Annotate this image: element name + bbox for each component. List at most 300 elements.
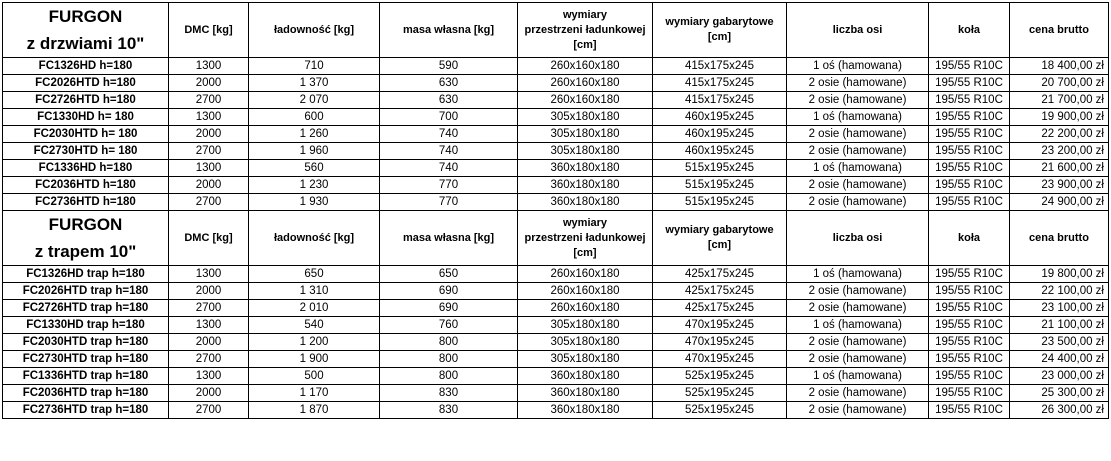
kola-cell (929, 194, 1010, 211)
osie-cell (787, 368, 929, 385)
masa-cell (380, 109, 518, 126)
dmc-cell (169, 143, 249, 160)
masa-cell-text: 740 (438, 144, 459, 157)
kola-cell-text: 195/55 R10C (935, 403, 1003, 416)
ladownosc-cell (249, 143, 380, 160)
table-row (3, 92, 1109, 109)
cena-cell-text: 22 100,00 zł (1041, 284, 1104, 297)
gabaryt-cell (653, 126, 787, 143)
masa-cell (380, 402, 518, 419)
dmc-cell (169, 368, 249, 385)
model-cell (3, 402, 169, 419)
kola-cell-text: 195/55 R10C (935, 284, 1003, 297)
osie-cell (787, 194, 929, 211)
cena-cell-text: 19 900,00 zł (1041, 110, 1104, 123)
header-ladownosc (249, 211, 380, 266)
cena-cell (1010, 194, 1109, 211)
kola-cell-text: 195/55 R10C (935, 195, 1003, 208)
gabaryt-cell-text: 515x195x245 (684, 195, 755, 208)
osie-cell (787, 58, 929, 75)
dmc-cell-text: 2000 (195, 178, 222, 191)
osie-cell-text: 2 osie (hamowane) (808, 335, 907, 348)
dmc-cell-text: 1300 (195, 59, 222, 72)
ladownosc-cell-text: 1 200 (299, 335, 329, 348)
gabaryt-cell-text: 415x175x245 (684, 59, 755, 72)
table-row (3, 317, 1109, 334)
model-cell-text: FC2036HTD trap h=180 (22, 386, 149, 399)
dmc-cell-text: 1300 (195, 110, 222, 123)
header-ladownosc-text: ładowność [kg] (273, 23, 355, 36)
ladownosc-cell (249, 351, 380, 368)
wymiary-cell-text: 360x180x180 (550, 178, 620, 191)
cena-cell (1010, 266, 1109, 283)
gabaryt-cell-text: 525x195x245 (684, 386, 755, 399)
dmc-cell-text: 1300 (195, 161, 222, 174)
table-row (3, 160, 1109, 177)
kola-cell (929, 334, 1010, 351)
wymiary-cell-text: 360x180x180 (550, 195, 620, 208)
cena-cell (1010, 300, 1109, 317)
dmc-cell (169, 75, 249, 92)
kola-cell-text: 195/55 R10C (935, 178, 1003, 191)
cena-cell (1010, 283, 1109, 300)
cena-cell (1010, 160, 1109, 177)
model-cell (3, 177, 169, 194)
model-cell (3, 194, 169, 211)
kola-cell (929, 385, 1010, 402)
gabaryt-cell (653, 402, 787, 419)
osie-cell-text: 2 osie (hamowane) (808, 352, 907, 365)
cena-cell (1010, 402, 1109, 419)
section-title (3, 211, 169, 266)
model-cell-text: FC2026HTD trap h=180 (22, 284, 149, 297)
wymiary-cell (518, 368, 653, 385)
header-osie (787, 3, 929, 58)
model-cell (3, 351, 169, 368)
header-masa (380, 211, 518, 266)
cena-cell-text: 23 500,00 zł (1041, 335, 1104, 348)
ladownosc-cell-text: 1 370 (299, 76, 329, 89)
wymiary-cell (518, 177, 653, 194)
gabaryt-cell-text: 460x195x245 (684, 127, 755, 140)
ladownosc-cell-text: 1 930 (299, 195, 329, 208)
section-header-row (3, 211, 1109, 266)
header-wymiary-text: [cm] (573, 246, 597, 259)
model-cell (3, 283, 169, 300)
cena-cell-text: 24 400,00 zł (1041, 352, 1104, 365)
ladownosc-cell-text: 2 070 (299, 93, 329, 106)
wymiary-cell (518, 75, 653, 92)
header-wymiary-text: przestrzeni ładunkowej (524, 23, 646, 36)
masa-cell (380, 75, 518, 92)
cena-cell (1010, 385, 1109, 402)
osie-cell (787, 126, 929, 143)
wymiary-cell-text: 305x180x180 (550, 127, 620, 140)
table-row (3, 334, 1109, 351)
header-cena-text: cena brutto (1029, 231, 1089, 244)
dmc-cell (169, 385, 249, 402)
table-row (3, 402, 1109, 419)
osie-cell (787, 334, 929, 351)
masa-cell-text: 760 (438, 318, 459, 331)
cena-cell-text: 26 300,00 zł (1041, 403, 1104, 416)
section-header-row (3, 3, 1109, 58)
table-row (3, 194, 1109, 211)
kola-cell-text: 195/55 R10C (935, 110, 1003, 123)
model-cell (3, 160, 169, 177)
gabaryt-cell-text: 460x195x245 (684, 144, 755, 157)
dmc-cell (169, 334, 249, 351)
gabaryt-cell (653, 385, 787, 402)
kola-cell-text: 195/55 R10C (935, 161, 1003, 174)
model-cell-text: FC2730HTD trap h=180 (22, 352, 149, 365)
osie-cell-text: 2 osie (hamowane) (808, 178, 907, 191)
model-cell-text: FC2736HTD h=180 (35, 195, 136, 208)
cena-cell-text: 23 100,00 zł (1041, 301, 1104, 314)
model-cell-text: FC2730HTD h= 180 (33, 144, 138, 157)
dmc-cell-text: 2700 (195, 144, 222, 157)
ladownosc-cell (249, 402, 380, 419)
wymiary-cell (518, 402, 653, 419)
table-row (3, 58, 1109, 75)
kola-cell (929, 75, 1010, 92)
kola-cell (929, 92, 1010, 109)
dmc-cell (169, 160, 249, 177)
gabaryt-cell (653, 351, 787, 368)
header-gabaryt-text: [cm] (707, 239, 732, 251)
kola-cell (929, 126, 1010, 143)
dmc-cell-text: 2000 (195, 76, 222, 89)
cena-cell (1010, 58, 1109, 75)
osie-cell (787, 75, 929, 92)
model-cell-text: FC2736HTD trap h=180 (22, 403, 149, 416)
section-title-text: z drzwiami 10" (26, 34, 145, 53)
masa-cell (380, 177, 518, 194)
kola-cell-text: 195/55 R10C (935, 59, 1003, 72)
header-gabaryt (653, 211, 787, 266)
gabaryt-cell (653, 160, 787, 177)
gabaryt-cell-text: 515x195x245 (684, 161, 755, 174)
ladownosc-cell (249, 300, 380, 317)
osie-cell (787, 402, 929, 419)
dmc-cell-text: 2700 (195, 352, 222, 365)
osie-cell (787, 385, 929, 402)
wymiary-cell (518, 334, 653, 351)
kola-cell-text: 195/55 R10C (935, 369, 1003, 382)
masa-cell (380, 126, 518, 143)
masa-cell (380, 92, 518, 109)
dmc-cell-text: 2700 (195, 93, 222, 106)
table-row (3, 351, 1109, 368)
table-row (3, 266, 1109, 283)
masa-cell-text: 700 (438, 110, 459, 123)
gabaryt-cell-text: 425x175x245 (684, 267, 755, 280)
header-masa-text: masa własna [kg] (402, 231, 495, 244)
header-masa (380, 3, 518, 58)
wymiary-cell (518, 160, 653, 177)
kola-cell (929, 177, 1010, 194)
kola-cell-text: 195/55 R10C (935, 127, 1003, 140)
gabaryt-cell (653, 92, 787, 109)
cena-cell (1010, 143, 1109, 160)
dmc-cell (169, 351, 249, 368)
osie-cell-text: 1 oś (hamowana) (813, 267, 902, 280)
wymiary-cell (518, 317, 653, 334)
osie-cell (787, 283, 929, 300)
kola-cell (929, 402, 1010, 419)
masa-cell-text: 590 (438, 59, 459, 72)
ladownosc-cell (249, 385, 380, 402)
osie-cell (787, 143, 929, 160)
osie-cell-text: 1 oś (hamowana) (813, 318, 902, 331)
ladownosc-cell-text: 600 (304, 110, 324, 123)
wymiary-cell-text: 360x180x180 (550, 386, 620, 399)
kola-cell-text: 195/55 R10C (935, 386, 1003, 399)
dmc-cell (169, 283, 249, 300)
model-cell-text: FC1336HD h=180 (38, 161, 133, 174)
table-row (3, 143, 1109, 160)
header-osie-text: liczba osi (832, 23, 883, 36)
ladownosc-cell (249, 194, 380, 211)
osie-cell-text: 1 oś (hamowana) (813, 59, 902, 72)
masa-cell-text: 650 (438, 267, 459, 280)
kola-cell-text: 195/55 R10C (935, 76, 1003, 89)
table-row (3, 177, 1109, 194)
wymiary-cell (518, 266, 653, 283)
ladownosc-cell-text: 1 870 (299, 403, 329, 416)
cena-cell-text: 23 200,00 zł (1041, 144, 1104, 157)
masa-cell (380, 385, 518, 402)
kola-cell (929, 351, 1010, 368)
ladownosc-cell (249, 317, 380, 334)
dmc-cell-text: 2000 (195, 386, 222, 399)
wymiary-cell-text: 305x180x180 (550, 110, 620, 123)
ladownosc-cell-text: 1 260 (299, 127, 329, 140)
header-cena (1010, 3, 1109, 58)
gabaryt-cell (653, 368, 787, 385)
section-title-text: FURGON (48, 215, 123, 234)
model-cell (3, 368, 169, 385)
header-cena-text: cena brutto (1029, 23, 1089, 36)
gabaryt-cell-text: 525x195x245 (684, 369, 755, 382)
table-row (3, 300, 1109, 317)
section-title-text: z trapem 10" (34, 242, 137, 261)
table-row (3, 109, 1109, 126)
kola-cell (929, 266, 1010, 283)
model-cell-text: FC2036HTD h=180 (35, 178, 136, 191)
model-cell (3, 109, 169, 126)
header-wymiary-text: wymiary (562, 8, 608, 21)
model-cell-text: FC1330HD trap h=180 (26, 318, 145, 331)
dmc-cell-text: 2000 (195, 127, 222, 140)
masa-cell-text: 830 (438, 403, 459, 416)
osie-cell-text: 2 osie (hamowane) (808, 127, 907, 140)
kola-cell (929, 317, 1010, 334)
wymiary-cell (518, 109, 653, 126)
osie-cell (787, 177, 929, 194)
dmc-cell (169, 92, 249, 109)
ladownosc-cell-text: 650 (304, 267, 324, 280)
cena-cell-text: 23 000,00 zł (1041, 369, 1104, 382)
masa-cell-text: 830 (438, 386, 459, 399)
ladownosc-cell-text: 1 900 (299, 352, 329, 365)
cena-cell (1010, 334, 1109, 351)
wymiary-cell-text: 260x160x180 (550, 76, 620, 89)
masa-cell (380, 283, 518, 300)
wymiary-cell-text: 360x180x180 (550, 369, 620, 382)
header-wymiary-text: przestrzeni ładunkowej (524, 231, 646, 244)
ladownosc-cell (249, 160, 380, 177)
dmc-cell-text: 2700 (195, 195, 222, 208)
dmc-cell (169, 58, 249, 75)
osie-cell (787, 92, 929, 109)
header-osie-text: liczba osi (832, 231, 883, 244)
osie-cell-text: 1 oś (hamowana) (813, 161, 902, 174)
gabaryt-cell (653, 75, 787, 92)
osie-cell-text: 2 osie (hamowane) (808, 301, 907, 314)
header-kola-text: koła (957, 231, 980, 244)
kola-cell (929, 300, 1010, 317)
wymiary-cell (518, 385, 653, 402)
osie-cell (787, 109, 929, 126)
wymiary-cell-text: 305x180x180 (550, 318, 620, 331)
gabaryt-cell (653, 194, 787, 211)
dmc-cell-text: 2700 (195, 301, 222, 314)
wymiary-cell (518, 351, 653, 368)
masa-cell-text: 630 (438, 93, 459, 106)
model-cell-text: FC2030HTD trap h=180 (22, 335, 149, 348)
cena-cell (1010, 351, 1109, 368)
ladownosc-cell (249, 177, 380, 194)
masa-cell-text: 690 (438, 284, 459, 297)
cena-cell (1010, 368, 1109, 385)
header-kola (929, 3, 1010, 58)
gabaryt-cell-text: 415x175x245 (684, 93, 755, 106)
header-wymiary (518, 3, 653, 58)
header-ladownosc (249, 3, 380, 58)
wymiary-cell-text: 360x180x180 (550, 161, 620, 174)
osie-cell-text: 1 oś (hamowana) (813, 110, 902, 123)
osie-cell-text: 2 osie (hamowane) (808, 284, 907, 297)
section-title-text: FURGON (48, 7, 123, 26)
cena-cell-text: 22 200,00 zł (1041, 127, 1104, 140)
gabaryt-cell-text: 415x175x245 (684, 76, 755, 89)
model-cell-text: FC2726HTD h=180 (35, 93, 136, 106)
cena-cell (1010, 92, 1109, 109)
cena-cell-text: 18 400,00 zł (1041, 59, 1104, 72)
ladownosc-cell (249, 92, 380, 109)
wymiary-cell (518, 194, 653, 211)
cena-cell (1010, 75, 1109, 92)
kola-cell (929, 160, 1010, 177)
model-cell (3, 143, 169, 160)
wymiary-cell (518, 92, 653, 109)
kola-cell (929, 283, 1010, 300)
model-cell-text: FC1326HD h=180 (38, 59, 133, 72)
dmc-cell (169, 317, 249, 334)
ladownosc-cell (249, 75, 380, 92)
header-gabaryt-text: wymiary gabarytowe (665, 16, 774, 28)
model-cell (3, 334, 169, 351)
header-dmc-text: DMC [kg] (184, 23, 233, 36)
ladownosc-cell-text: 1 310 (299, 284, 329, 297)
model-cell (3, 266, 169, 283)
cena-cell-text: 25 300,00 zł (1041, 386, 1104, 399)
cena-cell (1010, 126, 1109, 143)
model-cell (3, 75, 169, 92)
osie-cell-text: 2 osie (hamowane) (808, 93, 907, 106)
header-wymiary (518, 211, 653, 266)
masa-cell (380, 143, 518, 160)
wymiary-cell (518, 300, 653, 317)
model-cell-text: FC1326HD trap h=180 (26, 267, 145, 280)
header-gabaryt-text: wymiary gabarytowe (665, 224, 774, 236)
cena-cell-text: 19 800,00 zł (1041, 267, 1104, 280)
gabaryt-cell (653, 58, 787, 75)
header-dmc (169, 211, 249, 266)
osie-cell (787, 160, 929, 177)
price-table (2, 2, 1109, 419)
table-row (3, 126, 1109, 143)
wymiary-cell (518, 143, 653, 160)
masa-cell (380, 194, 518, 211)
cena-cell-text: 24 900,00 zł (1041, 195, 1104, 208)
ladownosc-cell (249, 109, 380, 126)
header-wymiary-text: wymiary (562, 216, 608, 229)
header-osie (787, 211, 929, 266)
wymiary-cell-text: 260x160x180 (550, 267, 620, 280)
ladownosc-cell-text: 2 010 (299, 301, 329, 314)
cena-cell (1010, 177, 1109, 194)
masa-cell (380, 334, 518, 351)
ladownosc-cell (249, 58, 380, 75)
dmc-cell-text: 1300 (195, 318, 222, 331)
wymiary-cell-text: 260x160x180 (550, 284, 620, 297)
dmc-cell (169, 126, 249, 143)
kola-cell (929, 109, 1010, 126)
header-kola-text: koła (957, 23, 980, 36)
gabaryt-cell-text: 425x175x245 (684, 301, 755, 314)
masa-cell-text: 770 (438, 195, 459, 208)
wymiary-cell-text: 260x160x180 (550, 301, 620, 314)
wymiary-cell-text: 360x180x180 (550, 403, 620, 416)
model-cell-text: FC2030HTD h= 180 (33, 127, 138, 140)
header-kola (929, 211, 1010, 266)
header-ladownosc-text: ładowność [kg] (273, 231, 355, 244)
model-cell-text: FC2726HTD trap h=180 (22, 301, 149, 314)
ladownosc-cell-text: 540 (304, 318, 324, 331)
masa-cell (380, 300, 518, 317)
dmc-cell (169, 266, 249, 283)
masa-cell (380, 317, 518, 334)
kola-cell-text: 195/55 R10C (935, 352, 1003, 365)
header-wymiary-text: [cm] (573, 38, 597, 51)
dmc-cell (169, 402, 249, 419)
ladownosc-cell (249, 126, 380, 143)
gabaryt-cell-text: 525x195x245 (684, 403, 755, 416)
ladownosc-cell-text: 1 170 (299, 386, 329, 399)
dmc-cell-text: 1300 (195, 369, 222, 382)
header-dmc (169, 3, 249, 58)
kola-cell (929, 58, 1010, 75)
wymiary-cell-text: 305x180x180 (550, 335, 620, 348)
osie-cell-text: 2 osie (hamowane) (808, 403, 907, 416)
table-row (3, 283, 1109, 300)
masa-cell-text: 690 (438, 301, 459, 314)
kola-cell-text: 195/55 R10C (935, 301, 1003, 314)
dmc-cell (169, 300, 249, 317)
cena-cell (1010, 317, 1109, 334)
